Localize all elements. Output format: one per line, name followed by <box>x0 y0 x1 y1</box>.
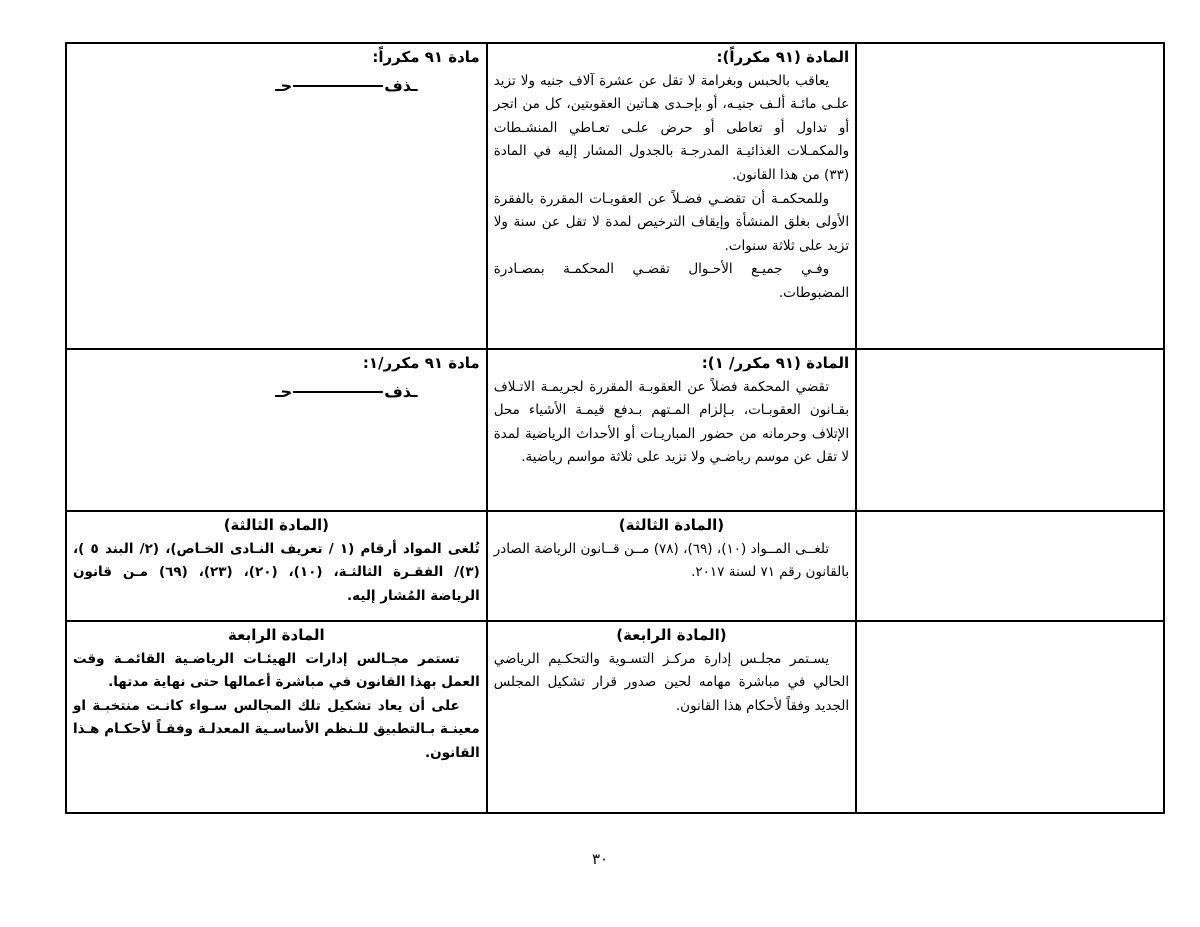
new-article-heading: مادة ٩١ مكرر/١: <box>362 354 480 372</box>
notes-cell <box>856 621 1164 813</box>
new-article-heading: المادة الرابعة <box>228 626 325 644</box>
comparison-table <box>65 42 1165 814</box>
deleted-marker-end: ـذف <box>384 381 418 401</box>
old-article-heading: (المادة الرابعة) <box>616 626 727 644</box>
old-paragraph: يسـتمر مجلـس إدارة مركـز التسـوية والتحكـيم الرياضي الحالي في مباشرة مهامه لحين صدور قرار تشكيل المجلس الجديد وفقاً لأحكام هذا القانون. <box>493 650 850 714</box>
new-text-cell <box>66 43 487 349</box>
new-paragraph: على أن يعاد تشكيل تلك المجالس سـواء كانـت منتخبـة او معينـة بـالتطبيق للـنظم الأساسـية المعدلـة وفقـاً لأحكـام هـذا القانون. <box>73 697 480 761</box>
table-row <box>66 43 1164 349</box>
new-article-heading: (المادة الثالثة) <box>223 516 330 534</box>
notes-cell <box>856 511 1164 621</box>
table-row <box>66 349 1164 511</box>
deleted-marker-start: حـ <box>275 75 293 95</box>
new-text-cell <box>66 349 487 511</box>
old-text-cell <box>487 511 856 621</box>
deleted-marker <box>73 380 480 404</box>
notes-cell <box>856 349 1164 511</box>
page-number: ٣٠ <box>591 850 609 868</box>
new-text-cell <box>66 511 487 621</box>
new-paragraph: تستمر مجـالس إدارات الهيئـات الرياضـية القائمـة وقت العمل بهذا القانون في مباشرة أعمالها حتى نهاية مدتها. <box>73 650 480 691</box>
deleted-marker-start: حـ <box>275 381 293 401</box>
old-article-heading: المادة (٩١ مكرر/ ١): <box>701 354 850 372</box>
old-text-cell <box>487 349 856 511</box>
old-paragraph: وفـي جميـع الأحـوال تقضـي المحكمـة بمصـادرة المضبوطات. <box>493 261 850 301</box>
deleted-bar <box>293 85 383 87</box>
deleted-marker <box>73 74 480 98</box>
new-paragraph: تُلغى المواد أرقام (١ / تعريف النـادى الخـاص)، (٢/ البند ٥ )، (٣)/ الفقـرة الثالثـة، (١٠)، (٢٠)، (٢٣)، (٦٩) مـن قانون الرياضة المُشار إليه. <box>73 540 480 604</box>
table-row <box>66 621 1164 813</box>
new-text-cell <box>66 621 487 813</box>
notes-cell <box>856 43 1164 349</box>
table-row <box>66 511 1164 621</box>
deleted-bar <box>293 391 383 393</box>
old-text-cell <box>487 621 856 813</box>
old-paragraph: تقضي المحكمة فضلاً عن العقوبـة المقررة لجريمـة الاتـلاف بقـانون العقوبـات، بـإلزام المـتهم بـدفع قيمـة الأشياء محل الإتلاف وحرمانه من حضور المباريـات أو الأحداث الرياضية لمدة لا تقل عن موسم رياضـي ولا تزيد على ثلاثة مواسم رياضية. <box>493 378 850 466</box>
new-article-heading: مادة ٩١ مكرراً: <box>372 48 480 66</box>
old-article-heading: المادة (٩١ مكرراً): <box>716 48 850 66</box>
old-paragraph: يعاقب بالحبس وبغرامة لا تقل عن عشرة آلاف جنيه ولا تزيد علـى مائـة ألـف جنيـه، أو بإحـدى هـاتين العقوبتين، كل من اتجر أو تداول أو تعاطى أو حرض علـى تعـاطي المنشـطات والمكمـلات الغذائيـة المدرجـة بالجدول المشار إليه في المادة (٣٣) من هذا القانون. <box>493 72 850 183</box>
old-paragraph: تلغــى المــواد (١٠)، (٦٩)، (٧٨) مــن قــانون الرياضة الصادر بالقانون رقم ٧١ لسنة ٢٠١٧. <box>493 540 850 581</box>
deleted-marker-end: ـذف <box>384 75 418 95</box>
old-text-cell <box>487 43 856 349</box>
old-article-heading: (المادة الثالثة) <box>618 516 725 534</box>
old-paragraph: وللمحكمـة أن تقضـي فضـلاً عن العقوبـات المقررة بالفقرة الأولى بغلق المنشأة وإيقاف الترخيص لمدة لا تقل عن سنة ولا تزيد على ثلاثة سنوات. <box>493 190 850 254</box>
